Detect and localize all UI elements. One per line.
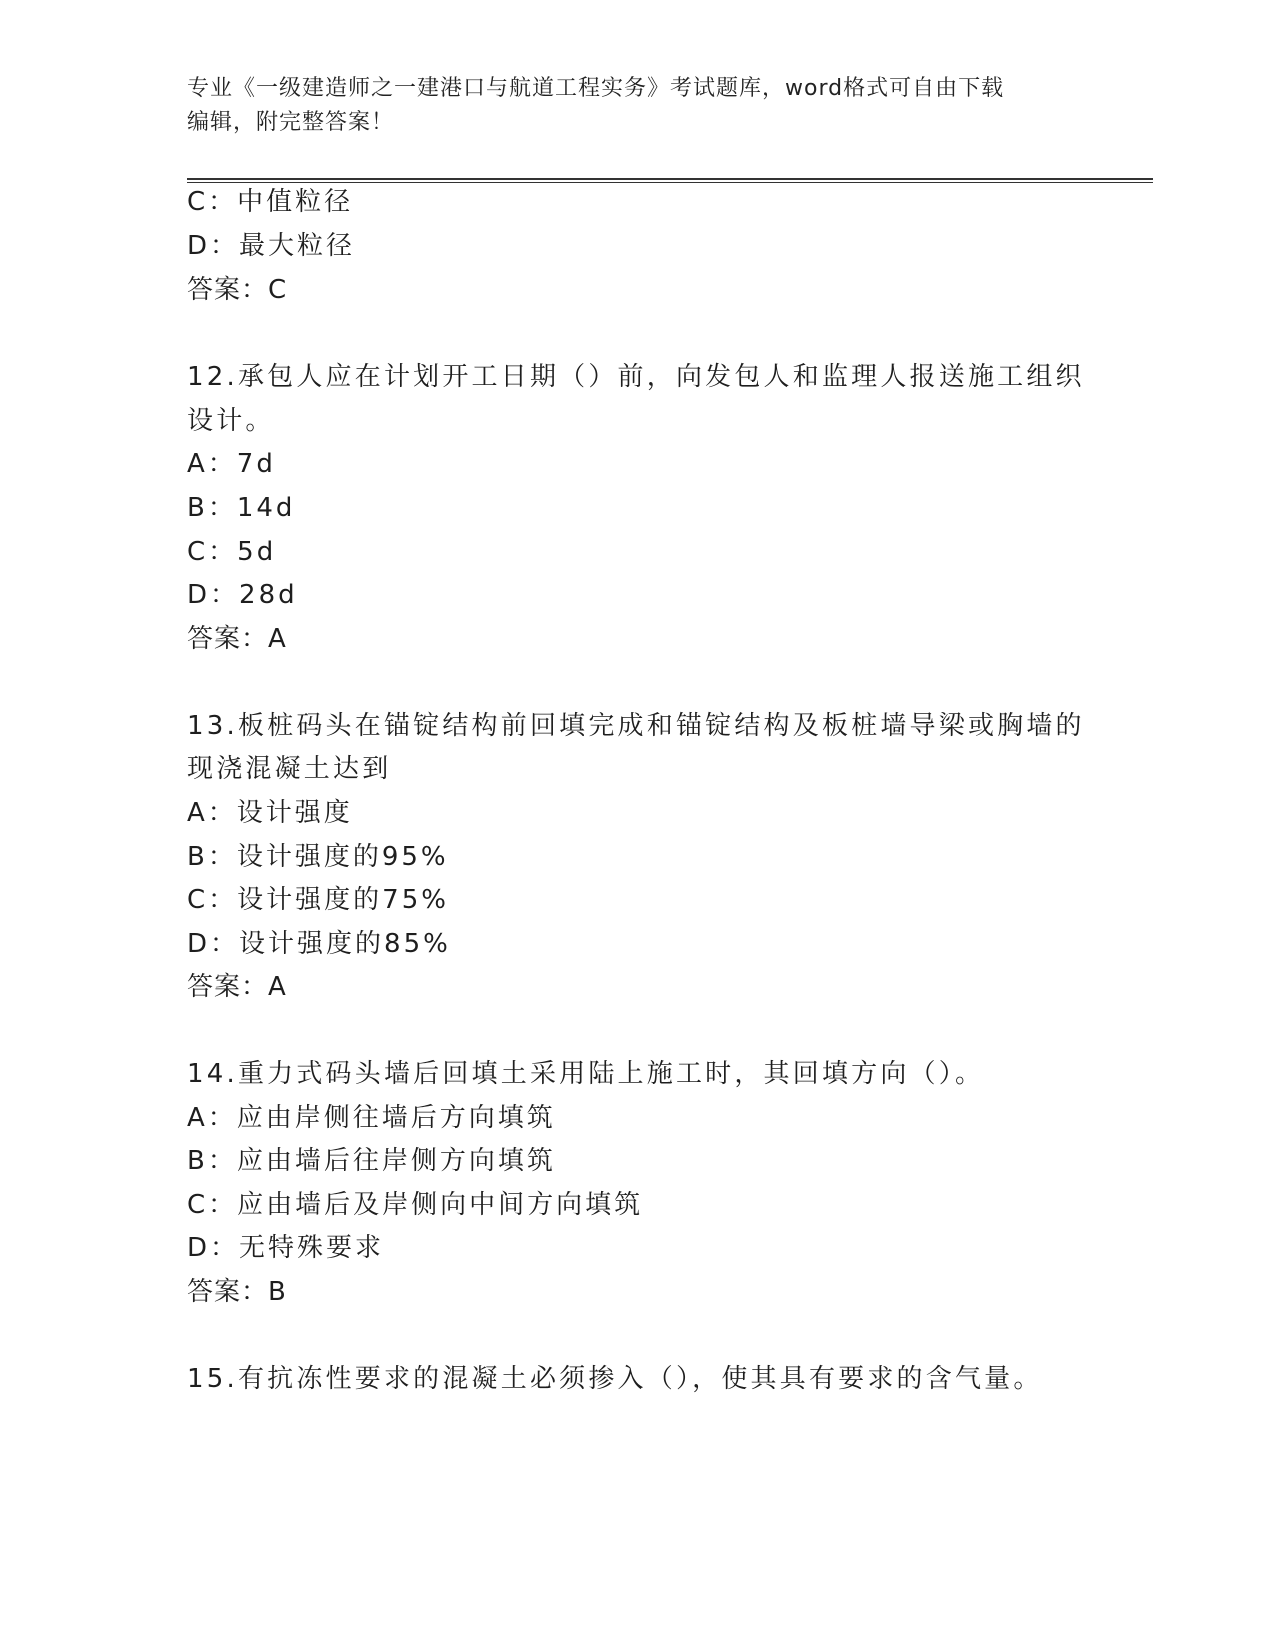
question-14-option-a: A：应由岸侧往墙后方向填筑 [187, 1103, 556, 1133]
question-13-option-d: D：设计强度的85% [187, 929, 451, 959]
prev-option-c: C：中值粒径 [187, 187, 354, 217]
question-13-option-c: C：设计强度的75% [187, 885, 449, 915]
prev-option-d: D：最大粒径 [187, 231, 356, 261]
question-12-option-b: B：14d [187, 493, 296, 523]
question-14-answer: 答案：B [187, 1277, 287, 1307]
question-14-option-c: C：应由墙后及岸侧向中间方向填筑 [187, 1190, 644, 1220]
question-12-option-a: A：7d [187, 449, 276, 479]
question-13-option-a: A：设计强度 [187, 798, 353, 828]
question-12-stem-line-2: 设计。 [187, 406, 275, 436]
question-12-option-d: D：28d [187, 580, 298, 610]
question-13-option-b: B：设计强度的95% [187, 842, 449, 872]
question-13-stem-line-1: 13.板桩码头在锚锭结构前回填完成和锚锭结构及板桩墙导梁或胸墙的 [187, 711, 1085, 741]
prev-answer: 答案：C [187, 275, 288, 305]
header-line-2: 编辑，附完整答案！ [187, 110, 395, 135]
document-header [187, 72, 1087, 140]
question-14-option-b: B：应由墙后往岸侧方向填筑 [187, 1146, 556, 1176]
header-divider [187, 178, 1153, 183]
question-12-answer: 答案：A [187, 624, 287, 654]
question-15-stem-line-1: 15.有抗冻性要求的混凝土必须掺入（），使其具有要求的含气量。 [187, 1364, 1043, 1394]
header-line-1: 专业《一级建造师之一建港口与航道工程实务》考试题库，word格式可自由下载 [187, 76, 1005, 101]
question-13-answer: 答案：A [187, 972, 287, 1002]
question-13-stem-line-2: 现浇混凝土达到 [187, 754, 392, 784]
question-14-stem-line-1: 14.重力式码头墙后回填土采用陆上施工时，其回填方向（）。 [187, 1059, 985, 1089]
question-12-option-c: C：5d [187, 537, 277, 567]
question-14-option-d: D：无特殊要求 [187, 1233, 385, 1263]
question-12-stem-line-1: 12.承包人应在计划开工日期（）前，向发包人和监理人报送施工组织 [187, 362, 1085, 392]
